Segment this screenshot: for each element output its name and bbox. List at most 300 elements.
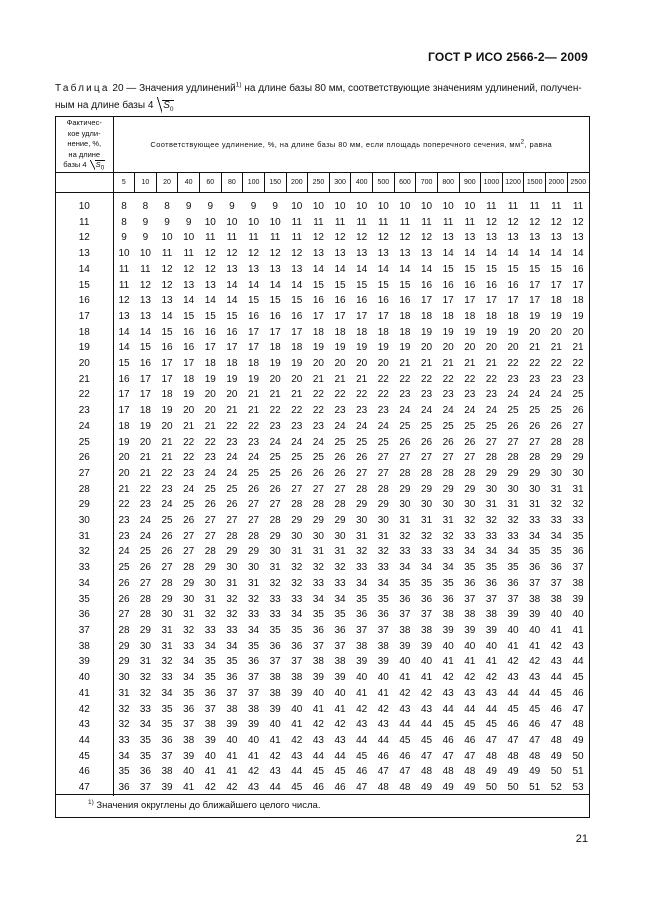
table-cell: 25 — [572, 389, 584, 401]
table-cell: 36 — [485, 577, 497, 589]
table-cell: 38 — [291, 672, 303, 684]
table-cell: 41 — [204, 766, 216, 778]
table-cell: 29 — [572, 452, 584, 464]
table-cell: 25 — [291, 452, 303, 464]
table-cell: 23 — [226, 436, 238, 448]
table-cell: 27 — [334, 483, 346, 495]
table-cell: 32 — [356, 546, 368, 558]
table-cell: 47 — [442, 750, 454, 762]
table-cell: 40 — [550, 609, 562, 621]
table-cell: 26 — [161, 530, 173, 542]
table-cell: 29 — [464, 483, 476, 495]
table-cell: 13 — [442, 232, 454, 244]
table-cell: 24 — [118, 546, 130, 558]
table-cell: 16 — [139, 358, 151, 370]
table-cell: 20 — [204, 405, 216, 417]
row-label: 19 — [56, 340, 113, 356]
table-cell: 34 — [118, 750, 130, 762]
table-cell: 18 — [139, 405, 151, 417]
table-cell: 39 — [291, 687, 303, 699]
table-cell: 25 — [421, 420, 433, 432]
table-cell: 39 — [183, 750, 195, 762]
table-cell: 17 — [118, 389, 130, 401]
table-cell: 43 — [485, 687, 497, 699]
table-cell: 46 — [312, 782, 324, 794]
table-cell: 29 — [269, 530, 281, 542]
table-cell: 24 — [334, 420, 346, 432]
area-header-cell: 1200 — [502, 173, 524, 193]
table-cell: 46 — [377, 750, 389, 762]
table-cell: 26 — [269, 483, 281, 495]
table-cell: 42 — [204, 782, 216, 794]
table-cell: 14 — [485, 248, 497, 260]
table-cell: 20 — [118, 467, 130, 479]
table-cell: 33 — [312, 577, 324, 589]
table-cell: 11 — [313, 216, 324, 228]
table-cell: 47 — [572, 703, 584, 715]
table-cell: 41 — [291, 719, 303, 731]
table-cell: 18 — [399, 310, 411, 322]
table-cell: 25 — [269, 467, 281, 479]
table-cell: 22 — [248, 420, 260, 432]
table-cell: 22 — [550, 358, 562, 370]
table-row — [56, 372, 589, 388]
table-cell: 21 — [248, 389, 260, 401]
table-cell: 48 — [550, 734, 562, 746]
table-row — [56, 435, 589, 451]
table-cell: 28 — [421, 467, 433, 479]
table-cell: 20 — [312, 358, 324, 370]
table-cell: 15 — [269, 295, 281, 307]
table-cell: 49 — [421, 782, 433, 794]
table-cell: 27 — [529, 436, 541, 448]
table-cell: 27 — [399, 452, 411, 464]
table-cell: 26 — [204, 499, 216, 511]
table-cell: 25 — [204, 483, 216, 495]
table-cell: 22 — [183, 452, 195, 464]
table-cell: 11 — [291, 232, 302, 244]
table-cell: 22 — [139, 483, 151, 495]
table-cell: 41 — [464, 656, 476, 668]
table-cell: 39 — [226, 719, 238, 731]
table-cell: 25 — [356, 436, 368, 448]
table-cell: 42 — [291, 734, 303, 746]
table-cell: 26 — [334, 452, 346, 464]
table-cell: 32 — [269, 577, 281, 589]
table-cell: 25 — [442, 420, 454, 432]
table-cell: 33 — [529, 515, 541, 527]
table-cell: 44 — [312, 750, 324, 762]
table-cell: 16 — [421, 279, 433, 291]
row-label: 28 — [56, 482, 113, 498]
row-label: 40 — [56, 670, 113, 686]
table-cell: 17 — [269, 326, 281, 338]
table-cell: 39 — [485, 624, 497, 636]
table-cell: 33 — [269, 593, 281, 605]
table-cell: 47 — [421, 750, 433, 762]
table-cell: 44 — [377, 734, 389, 746]
table-cell: 13 — [204, 279, 216, 291]
table-cell: 10 — [464, 201, 476, 212]
table-cell: 32 — [507, 515, 519, 527]
table-cell: 46 — [442, 734, 454, 746]
table-cell: 12 — [529, 216, 541, 228]
table-cell: 14 — [507, 248, 519, 260]
table-row — [56, 325, 589, 341]
table-cell: 28 — [464, 467, 476, 479]
table-row — [56, 670, 589, 686]
table-cell: 37 — [356, 624, 368, 636]
table-cell: 34 — [226, 640, 238, 652]
table-cell: 37 — [312, 640, 324, 652]
table-cell: 16 — [356, 295, 368, 307]
table-cell: 24 — [464, 405, 476, 417]
table-cell: 41 — [421, 672, 433, 684]
table-cell: 14 — [334, 263, 346, 275]
table-cell: 45 — [291, 782, 303, 794]
table-cell: 32 — [161, 656, 173, 668]
table-cell: 32 — [312, 562, 324, 574]
table-cell: 34 — [183, 672, 195, 684]
table-cell: 11 — [378, 216, 389, 228]
table-cell: 11 — [421, 216, 432, 228]
table-cell: 37 — [334, 640, 346, 652]
table-cell: 31 — [572, 483, 584, 495]
table-cell: 38 — [204, 719, 216, 731]
table-cell: 40 — [248, 734, 260, 746]
table-cell: 29 — [161, 593, 173, 605]
table-cell: 11 — [183, 248, 194, 260]
table-cell: 28 — [226, 530, 238, 542]
table-cell: 23 — [139, 499, 151, 511]
table-cell: 31 — [399, 515, 411, 527]
table-cell: 36 — [442, 593, 454, 605]
table-cell: 14 — [529, 248, 541, 260]
table-cell: 48 — [399, 782, 411, 794]
table-cell: 23 — [485, 389, 497, 401]
area-header-cell: 1000 — [481, 173, 503, 193]
table-cell: 45 — [464, 719, 476, 731]
area-header-cell: 5 — [113, 173, 135, 193]
table-cell: 34 — [183, 656, 195, 668]
table-cell: 20 — [421, 342, 433, 354]
table-cell: 17 — [421, 295, 433, 307]
table-cell: 41 — [442, 656, 454, 668]
table-cell: 42 — [356, 703, 368, 715]
table-cell: 10 — [399, 201, 411, 212]
table-cell: 15 — [529, 263, 541, 275]
table-cell: 39 — [356, 656, 368, 668]
table-cell: 16 — [507, 279, 519, 291]
row-label: 43 — [56, 717, 113, 733]
table-cell: 33 — [550, 515, 562, 527]
table-cell: 31 — [183, 609, 195, 621]
table-cell: 28 — [356, 483, 368, 495]
table-cell: 18 — [312, 326, 324, 338]
row-label: 37 — [56, 623, 113, 639]
table-cell: 36 — [161, 734, 173, 746]
table-cell: 24 — [183, 483, 195, 495]
table-cell: 14 — [139, 326, 151, 338]
table-cell: 24 — [312, 436, 324, 448]
table-row — [56, 293, 589, 309]
table-cell: 40 — [464, 640, 476, 652]
table-cell: 17 — [377, 310, 389, 322]
table-cell: 33 — [442, 546, 454, 558]
table-row — [56, 764, 589, 780]
table-cell: 50 — [550, 766, 562, 778]
table-cell: 8 — [164, 201, 170, 212]
table-cell: 19 — [183, 389, 195, 401]
table-cell: 35 — [550, 546, 562, 558]
caption-number: 20 — [112, 83, 124, 94]
table-cell: 35 — [442, 577, 454, 589]
table-cell: 31 — [312, 546, 324, 558]
table-cell: 17 — [442, 295, 454, 307]
table-cell: 32 — [139, 672, 151, 684]
table-cell: 36 — [550, 562, 562, 574]
table-cell: 19 — [291, 358, 303, 370]
table-cell: 11 — [399, 216, 411, 228]
table-cell: 36 — [464, 577, 476, 589]
table-cell: 20 — [291, 373, 303, 385]
table-cell: 11 — [291, 216, 302, 228]
table-cell: 27 — [204, 515, 216, 527]
table-cell: 46 — [507, 719, 519, 731]
table-cell: 48 — [507, 750, 519, 762]
table-cell: 30 — [118, 672, 130, 684]
table-cell: 18 — [485, 310, 497, 322]
table-cell: 28 — [269, 515, 281, 527]
table-cell: 42 — [312, 719, 324, 731]
table-cell: 14 — [269, 279, 281, 291]
table-cell: 17 — [464, 295, 476, 307]
table-cell: 34 — [356, 577, 368, 589]
table-cell: 21 — [183, 420, 195, 432]
table-cell: 17 — [529, 279, 541, 291]
table-cell: 37 — [139, 782, 151, 794]
table-cell: 32 — [226, 609, 238, 621]
table-cell: 32 — [291, 577, 303, 589]
table-cell: 20 — [139, 436, 151, 448]
table-cell: 44 — [442, 703, 454, 715]
table-cell: 9 — [164, 216, 170, 228]
table-cell: 30 — [572, 467, 584, 479]
table-cell: 14 — [464, 248, 476, 260]
caption-radical: S — [163, 100, 170, 111]
table-cell: 14 — [161, 310, 173, 322]
table-cell: 9 — [142, 232, 149, 244]
table-cell: 14 — [442, 248, 454, 260]
table-cell: 18 — [226, 358, 238, 370]
table-cell: 30 — [356, 515, 368, 527]
table-cell: 29 — [421, 483, 433, 495]
table-cell: 27 — [183, 530, 195, 542]
first-header-line: Фактичес- — [66, 118, 102, 128]
table-row — [56, 482, 589, 498]
table-cell: 36 — [399, 593, 411, 605]
table-cell: 47 — [377, 766, 389, 778]
table-cell: 27 — [204, 530, 216, 542]
table-cell: 35 — [161, 719, 173, 731]
table-cell: 18 — [377, 326, 389, 338]
table-cell: 45 — [334, 766, 346, 778]
table-cell: 20 — [204, 389, 216, 401]
table-cell: 15 — [356, 279, 368, 291]
table-cell: 29 — [507, 467, 519, 479]
table-cell: 25 — [529, 405, 541, 417]
table-cell: 8 — [121, 201, 127, 212]
table-cell: 21 — [226, 405, 238, 417]
table-cell: 25 — [485, 420, 497, 432]
table-cell: 31 — [161, 640, 173, 652]
table-cell: 25 — [377, 436, 389, 448]
table-cell: 41 — [572, 624, 584, 636]
row-label: 35 — [56, 592, 113, 608]
table-cell: 24 — [550, 389, 562, 401]
table-cell: 8 — [121, 216, 127, 228]
row-label: 47 — [56, 780, 113, 796]
caption-footnote-ref: 1) — [235, 81, 242, 89]
table-cell: 14 — [399, 263, 411, 275]
table-cell: 39 — [399, 640, 411, 652]
table-cell: 23 — [161, 483, 173, 495]
table-cell: 41 — [507, 640, 519, 652]
table-cell: 33 — [139, 703, 151, 715]
table-cell: 27 — [291, 483, 303, 495]
table-cell: 25 — [507, 405, 519, 417]
table-row — [56, 702, 589, 718]
table-cell: 30 — [248, 562, 260, 574]
table-cell: 29 — [529, 467, 541, 479]
table-cell: 26 — [529, 420, 541, 432]
table-cell: 19 — [356, 342, 368, 354]
table-cell: 16 — [312, 295, 324, 307]
table-cell: 11 — [118, 263, 130, 275]
table-cell: 19 — [421, 326, 433, 338]
table-cell: 19 — [334, 342, 346, 354]
table-cell: 21 — [529, 342, 541, 354]
table-cell: 24 — [161, 499, 173, 511]
table-cell: 12 — [291, 248, 303, 260]
table-cell: 23 — [291, 420, 303, 432]
table-cell: 25 — [118, 562, 130, 574]
table-cell: 38 — [421, 624, 433, 636]
table-cell: 31 — [118, 687, 130, 699]
table-cell: 30 — [204, 577, 216, 589]
table-cell: 21 — [139, 452, 151, 464]
table-cell: 11 — [442, 216, 454, 228]
table-caption — [55, 80, 590, 114]
table-cell: 26 — [139, 562, 151, 574]
row-label: 18 — [56, 325, 113, 341]
table-cell: 35 — [204, 656, 216, 668]
table-cell: 12 — [334, 232, 346, 244]
table-cell: 9 — [185, 216, 192, 228]
table-row — [56, 529, 589, 545]
table-cell: 13 — [248, 263, 260, 275]
table-cell: 34 — [442, 562, 454, 574]
table-cell: 21 — [464, 358, 476, 370]
table-cell: 21 — [161, 436, 173, 448]
table-cell: 15 — [204, 310, 216, 322]
table-cell: 35 — [139, 750, 151, 762]
table-cell: 15 — [377, 279, 389, 291]
table-row — [56, 560, 589, 576]
table-cell: 19 — [118, 436, 130, 448]
table-cell: 42 — [421, 687, 433, 699]
table-cell: 15 — [442, 263, 454, 275]
table-cell: 15 — [183, 310, 195, 322]
table-cell: 22 — [118, 499, 130, 511]
data-table-frame — [55, 116, 590, 818]
table-cell: 42 — [464, 672, 476, 684]
caption-line2: ным на длине базы 4 — [55, 100, 157, 111]
table-cell: 36 — [269, 640, 281, 652]
table-cell: 22 — [269, 405, 281, 417]
table-cell: 32 — [334, 562, 346, 574]
table-cell: 21 — [334, 373, 346, 385]
table-cell: 24 — [269, 436, 281, 448]
area-span-header — [113, 117, 589, 173]
table-cell: 32 — [377, 546, 389, 558]
table-cell: 13 — [377, 248, 389, 260]
table-cell: 38 — [183, 734, 195, 746]
table-cell: 40 — [269, 719, 281, 731]
table-cell: 11 — [248, 232, 259, 244]
table-cell: 31 — [377, 530, 389, 542]
table-cell: 36 — [312, 624, 324, 636]
table-cell: 12 — [161, 263, 173, 275]
table-cell: 29 — [399, 483, 411, 495]
table-cell: 35 — [312, 609, 324, 621]
table-cell: 22 — [572, 358, 584, 370]
table-cell: 12 — [204, 263, 216, 275]
table-cell: 15 — [291, 295, 303, 307]
table-cell: 39 — [442, 624, 454, 636]
table-cell: 42 — [507, 656, 519, 668]
table-cell: 37 — [161, 750, 173, 762]
table-cell: 20 — [464, 342, 476, 354]
caption-label: Таблица — [55, 83, 110, 94]
table-cell: 9 — [142, 216, 149, 228]
table-cell: 38 — [334, 656, 346, 668]
table-cell: 43 — [291, 750, 303, 762]
table-cell: 29 — [485, 467, 497, 479]
table-cell: 9 — [207, 201, 214, 212]
table-cell: 10 — [312, 201, 324, 212]
table-cell: 30 — [312, 530, 324, 542]
table-cell: 36 — [204, 687, 216, 699]
table-cell: 15 — [118, 358, 130, 370]
table-cell: 37 — [248, 687, 260, 699]
table-cell: 23 — [550, 373, 562, 385]
table-cell: 29 — [226, 546, 238, 558]
table-cell: 10 — [139, 248, 151, 260]
table-cell: 17 — [572, 279, 584, 291]
table-cell: 46 — [550, 703, 562, 715]
table-cell: 27 — [572, 420, 584, 432]
table-cell: 26 — [356, 452, 368, 464]
table-cell: 48 — [529, 750, 541, 762]
table-cell: 49 — [485, 766, 497, 778]
table-cell: 25 — [139, 546, 151, 558]
table-cell: 22 — [421, 373, 433, 385]
table-cell: 12 — [485, 216, 497, 228]
table-cell: 22 — [291, 405, 303, 417]
table-cell: 47 — [485, 734, 497, 746]
table-cell: 31 — [529, 499, 541, 511]
